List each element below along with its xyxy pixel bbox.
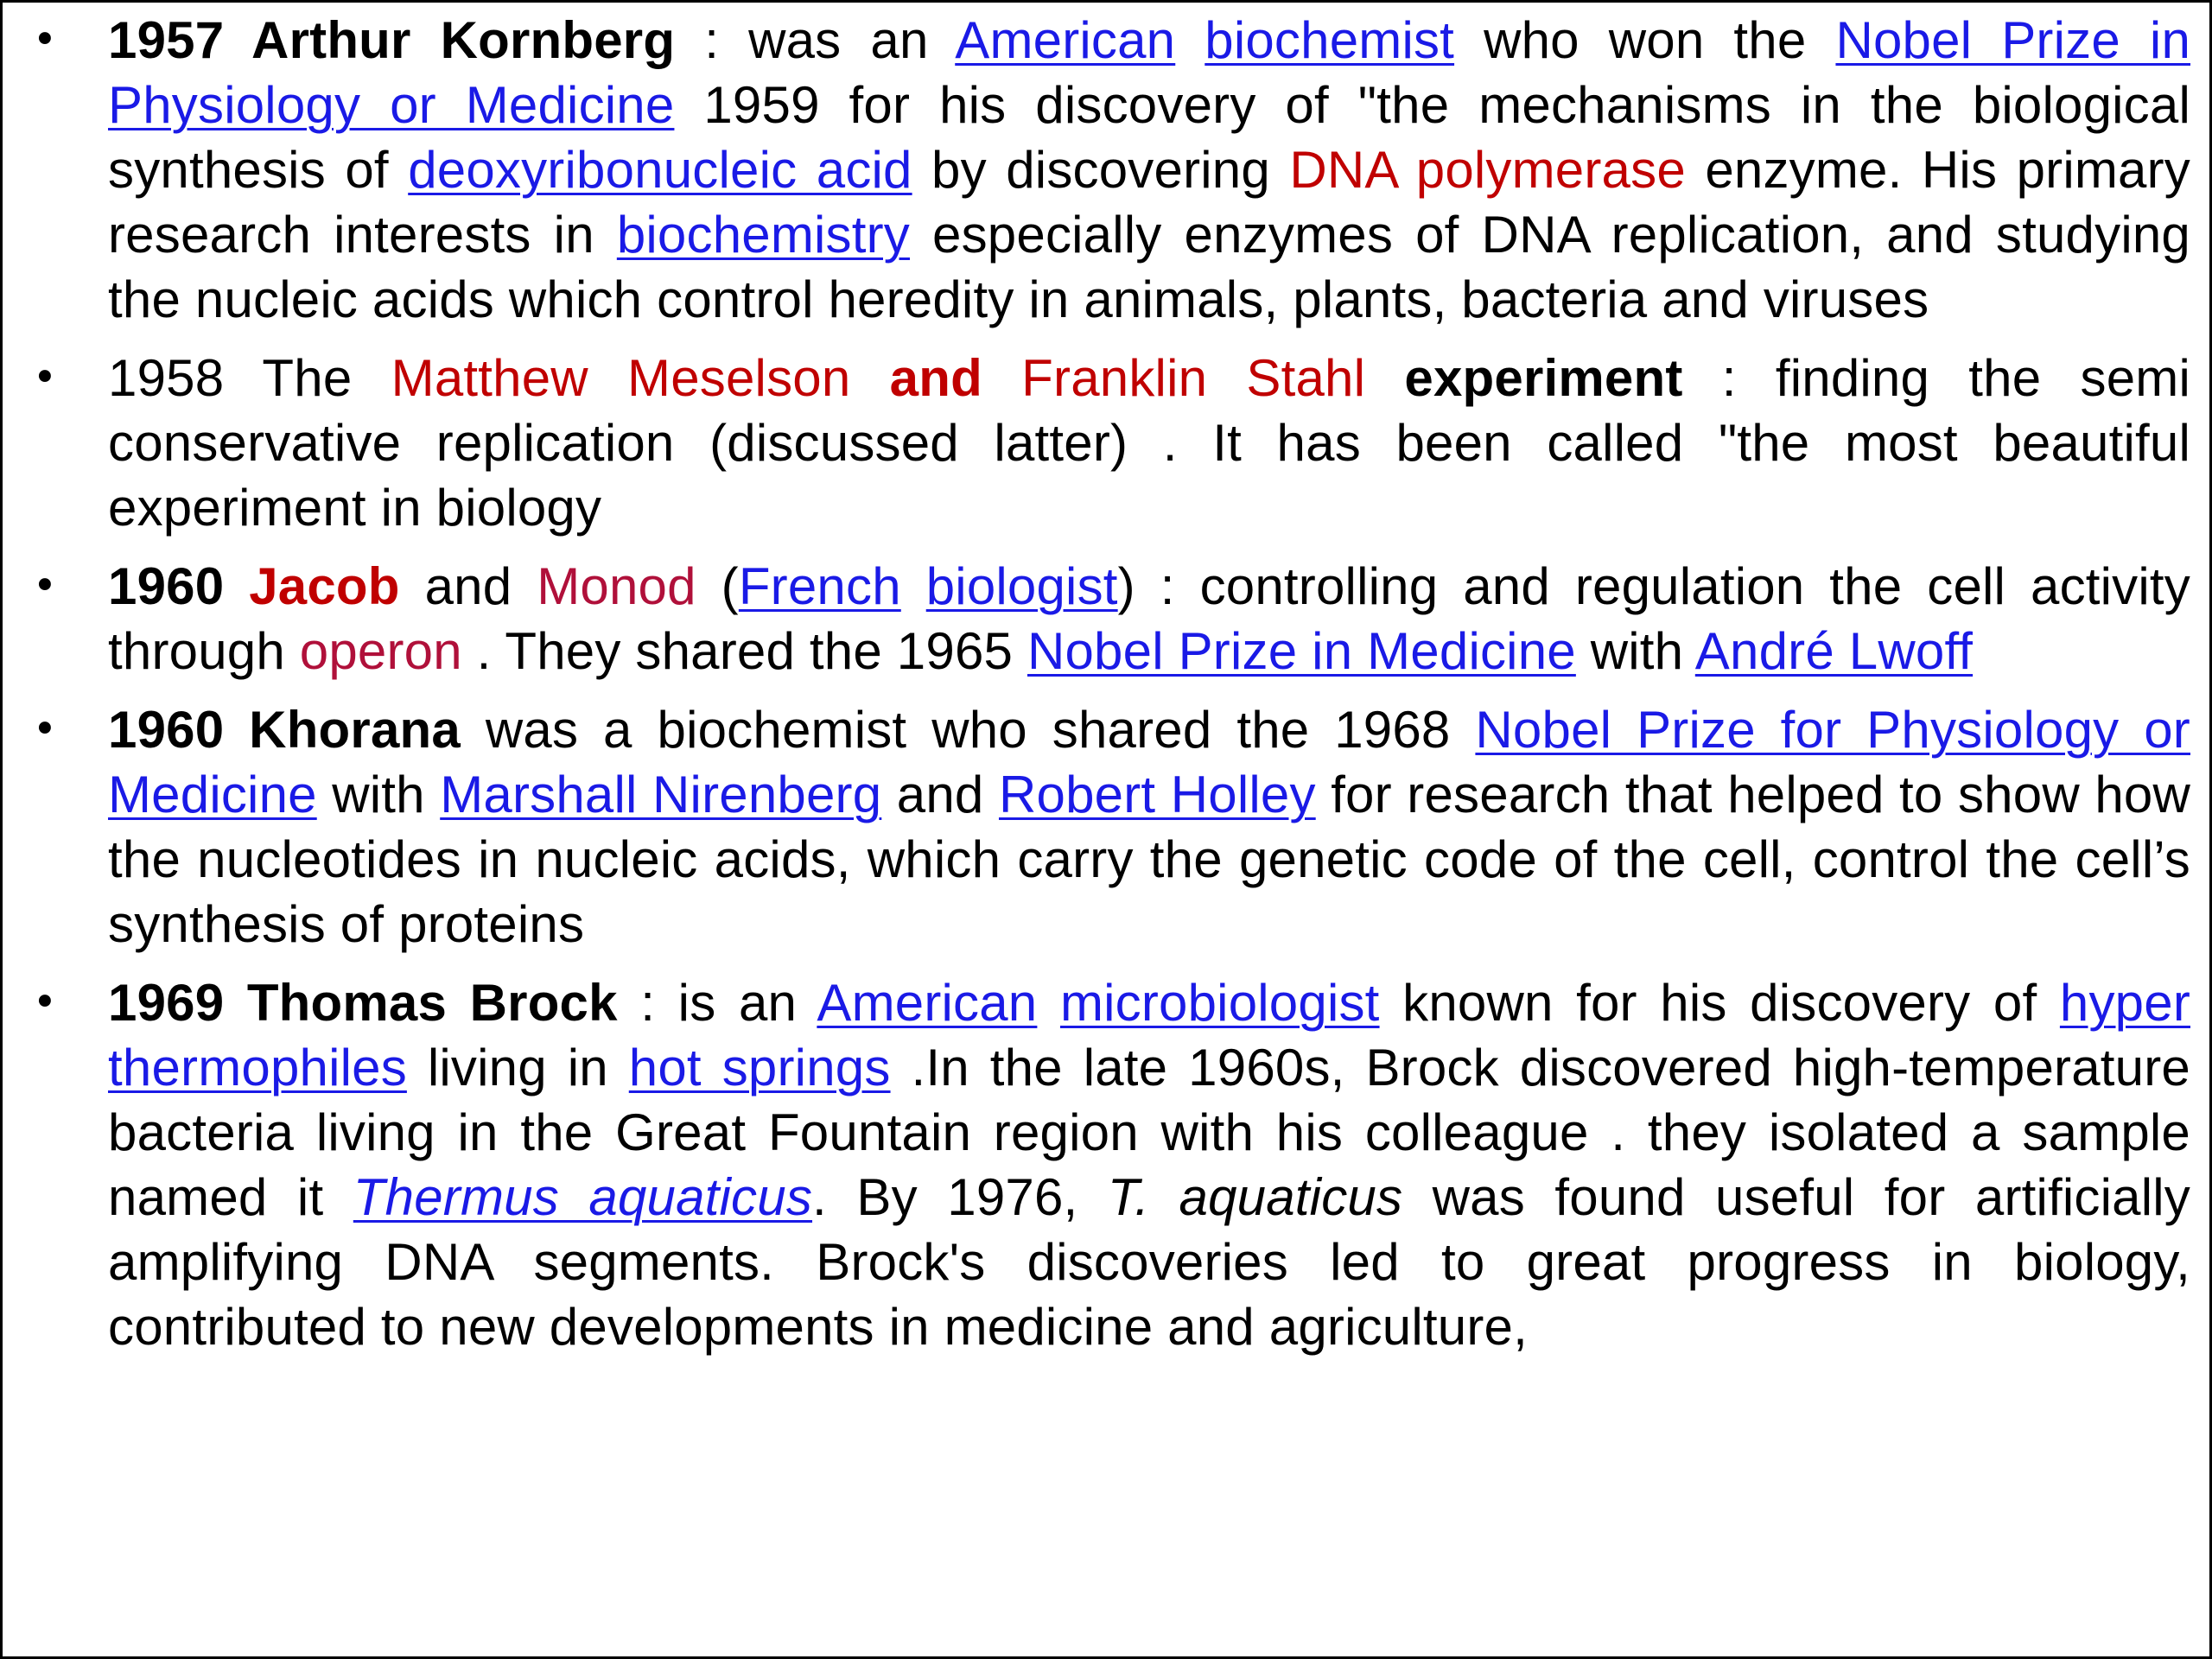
hyperlink[interactable]: biochemist xyxy=(1205,11,1455,69)
hyperlink[interactable]: Nobel Prize for Physiology or Medicine xyxy=(108,701,2190,823)
highlighted-bold-text: Jacob xyxy=(249,557,400,615)
bullet-list xyxy=(32,8,2191,1373)
highlighted-text: Monod xyxy=(537,557,696,615)
hyperlink[interactable]: Nobel Prize in Physiology or Medicine xyxy=(108,11,2191,134)
text-run: .In the late 1960s, Brock discovered high-temperature bacteria living in the Great Fountain region with his colleague . they isolated a sample named it xyxy=(108,1039,2190,1226)
text-run: 1959 for his discovery of "the mechanisms in the biological synthesis of xyxy=(108,76,2190,199)
text-run: and xyxy=(881,766,999,823)
highlighted-text: Matthew Meselson xyxy=(391,349,851,407)
text-run xyxy=(1365,349,1404,407)
bullet-item xyxy=(32,8,2191,332)
text-run: enzyme. His primary research interests in xyxy=(108,141,2190,264)
text-run: . They shared the 1965 xyxy=(461,622,1027,680)
text-run xyxy=(224,557,249,615)
highlighted-text: Franklin Stahl xyxy=(1021,349,1366,407)
bullet-dot-icon: • xyxy=(32,353,58,402)
text-run: ( xyxy=(696,557,739,615)
hyperlink[interactable]: Marshall Nirenberg xyxy=(440,766,882,823)
hyperlink[interactable]: biochemistry xyxy=(616,206,910,264)
hyperlink[interactable]: André Lwoff xyxy=(1694,622,1974,680)
bold-text: 1960 xyxy=(108,557,225,615)
bullet-item xyxy=(32,697,2191,957)
hyperlink[interactable]: Robert Holley xyxy=(998,766,1316,823)
text-run xyxy=(850,349,889,407)
hyperlink[interactable]: Thermus aquaticus xyxy=(353,1168,813,1226)
text-run: and xyxy=(399,557,537,615)
italic-text: T. aquaticus xyxy=(1107,1168,1403,1226)
text-run: : finding the semi conservative replication (discussed latter) . It has been called "the most beautiful experiment in biology xyxy=(108,349,2191,537)
hyperlink[interactable]: microbiologist xyxy=(1059,974,1380,1032)
bullet-item xyxy=(32,346,2191,540)
text-run: by discovering xyxy=(912,141,1290,199)
text-run xyxy=(1037,974,1060,1032)
text-run xyxy=(901,557,926,615)
bullet-dot-icon: • xyxy=(32,16,58,64)
bullet-dot-icon: • xyxy=(32,705,58,753)
text-run: . By 1976, xyxy=(812,1168,1108,1226)
text-run: with xyxy=(1575,622,1695,680)
text-run: especially enzymes of DNA replication, and studying the nucleic acids which control heredity in animals, plants, bacteria and viruses xyxy=(108,206,2190,328)
hyperlink[interactable]: American xyxy=(955,11,1176,69)
bold-text: 1957 Arthur Kornberg xyxy=(108,11,676,69)
text-run: was a biochemist who shared the 1968 xyxy=(460,701,1476,759)
hyperlink[interactable]: deoxyribonucleic acid xyxy=(408,141,912,199)
text-run: was found useful for artificially amplifying DNA segments. Brock's discoveries led to great progress in biology, contributed to new developments in medicine and agriculture, xyxy=(108,1168,2190,1356)
text-run: for research that helped to show how the nucleotides in nucleic acids, which carry the genetic code of the cell, control the cell’s synthesis of proteins xyxy=(108,766,2191,953)
bold-text: experiment xyxy=(1404,349,1683,407)
hyperlink[interactable]: biologist xyxy=(925,557,1118,615)
hyperlink[interactable]: French xyxy=(738,557,901,615)
hyperlink[interactable]: American xyxy=(817,974,1038,1032)
bullet-item xyxy=(32,970,2190,1359)
bullet-dot-icon: • xyxy=(32,562,58,610)
highlighted-text: operon xyxy=(299,622,462,680)
text-run: who won the xyxy=(1454,11,1836,69)
text-run: ) : controlling and regulation the cell activity through xyxy=(108,557,2190,680)
text-run: living in xyxy=(406,1039,629,1096)
text-run: : was an xyxy=(675,11,956,69)
hyperlink[interactable]: hot springs xyxy=(628,1039,891,1096)
highlighted-bold-text: and xyxy=(889,349,982,407)
hyperlink[interactable]: Nobel Prize in Medicine xyxy=(1027,622,1576,680)
bullet-dot-icon: • xyxy=(32,978,58,1027)
bold-text: 1960 Khorana xyxy=(108,701,461,759)
text-run xyxy=(1175,11,1205,69)
hyperlink[interactable]: hyper thermophiles xyxy=(108,974,2190,1096)
text-run: 1958 The xyxy=(108,349,391,407)
text-run: with xyxy=(316,766,441,823)
text-run: known for his discovery of xyxy=(1379,974,2060,1032)
bold-text: 1969 Thomas Brock xyxy=(108,974,618,1032)
text-run: : is an xyxy=(617,974,817,1032)
highlighted-text: DNA polymerase xyxy=(1289,141,1686,199)
bullet-item xyxy=(32,554,2190,683)
text-run xyxy=(982,349,1021,407)
